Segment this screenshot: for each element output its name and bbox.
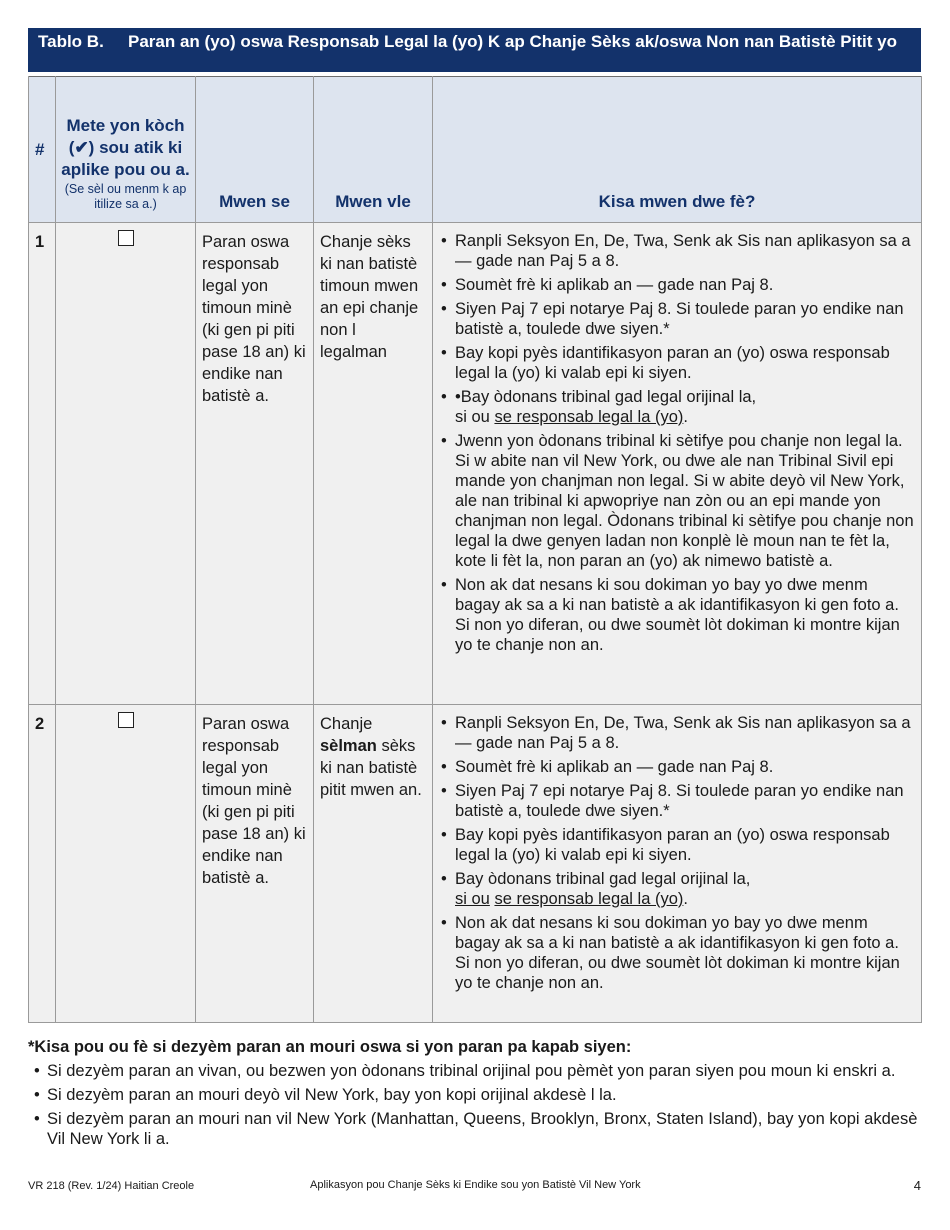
table-title-bar [28,28,921,72]
row-check-cell [56,705,196,1023]
page-footer [28,1178,921,1192]
footnote [28,1037,928,1153]
list-item [439,387,915,427]
table-header-row [29,77,922,223]
step-text-end: . [683,408,688,426]
list-item: • Siyen Paj 7 epi notarye Paj 8. Si toulede paran yo endike nan batistè a, toulede dwe siyen.* [439,781,915,821]
header-check-main: Mete yon kòch (✔) sou atik ki aplike pou ou a. [61,116,190,179]
want-pre: Chanje [320,715,373,733]
list-item: • Si dezyèm paran an mouri deyò vil New York, bay yon kopi orijinal akdesè l la. [28,1085,928,1105]
list-item: • Soumèt frè ki aplikab an — gade nan Paj 8. [439,757,915,777]
list-item: • Siyen Paj 7 epi notarye Paj 8. Si toulede paran yo endike nan batistè a, toulede dwe siyen.* [439,299,915,339]
row-2-checkbox[interactable] [118,712,134,728]
want-post: sèks ki nan batistè pitit mwen an. [320,737,422,799]
form-id: VR 218 (Rev. 1/24) Haitian Creole [28,1180,195,1192]
instructions-table [28,76,922,1023]
table-row [29,223,922,705]
page-number: 4 [913,1178,921,1193]
list-item: • Si dezyèm paran an vivan, ou bezwen yon òdonans tribinal orijinal pou pèmèt yon paran siyen pou moun ki enskri a. [28,1061,928,1081]
row-steps [433,223,922,705]
step-text-end: . [683,890,688,908]
row-check-cell [56,223,196,705]
step-underlined: se responsab legal la (yo) [494,408,684,426]
list-item [439,869,915,909]
list-item: • Ranpli Seksyon En, De, Twa, Senk ak Sis nan aplikasyon sa a — gade nan Paj 5 a 8. [439,713,915,753]
table-title: Paran an (yo) oswa Responsab Legal la (yo) K ap Chanje Sèks ak/oswa Non nan Batistè Pitit yo [128,32,897,51]
step-underlined: si ou [455,890,490,908]
row-number: 1 [29,223,56,705]
list-item: • Jwenn yon òdonans tribinal ki sètifye pou chanje non legal la. Si w abite nan vil New York, ou dwe ale nan Tribinal Sivil epi mande yon chanjman non legal. Si w abite deyò vil New York, ale nan tribinal ki apwopriye nan zòn ou an epi mande yon chanjman non legal. Òdonans tribinal ki sètifye pou chanje non legal la dwe genyen ladan non konplè lè moun nan te fèt la, kote li fèt la, non paran an (yo) ak nimewo batistè a. [439,431,915,571]
table-row [29,705,922,1023]
header-check [56,77,196,223]
header-check-sub: (Se sèl ou menm k ap itilize sa a.) [64,182,187,211]
row-number: 2 [29,705,56,1023]
table-number: Tablo B. [38,32,104,51]
header-number: # [29,77,56,223]
row-steps [433,705,922,1023]
list-item: • Ranpli Seksyon En, De, Twa, Senk ak Sis nan aplikasyon sa a — gade nan Paj 5 a 8. [439,231,915,271]
list-item: • Bay kopi pyès idantifikasyon paran an (yo) oswa responsab legal la (yo) ki valab epi ki siyen. [439,343,915,383]
list-item: • Soumèt frè ki aplikab an — gade nan Paj 8. [439,275,915,295]
list-item: • Non ak dat nesans ki sou dokiman yo bay yo dwe menm bagay ak sa a ki nan batistè a ak idantifikasyon ki gen foto a. Si non yo diferan, ou dwe soumèt lòt dokiman ki montre kijan yo te chanje non an. [439,575,915,655]
list-item: • Non ak dat nesans ki sou dokiman yo bay yo dwe menm bagay ak sa a ki nan batistè a ak idantifikasyon ki gen foto a. Si non yo diferan, ou dwe soumèt lòt dokiman ki montre kijan yo te chanje non an. [439,913,915,993]
row-want [314,705,433,1023]
row-who: Paran oswa responsab legal yon timoun minè (ki gen pi piti pase 18 an) ki endike nan batistè a. [196,705,314,1023]
footnote-heading: *Kisa pou ou fè si dezyèm paran an mouri oswa si yon paran pa kapab siyen: [28,1038,632,1056]
row-who: Paran oswa responsab legal yon timoun minè (ki gen pi piti pase 18 an) ki endike nan batistè a. [196,223,314,705]
step-text: Bay òdonans tribinal gad legal orijinal la, [455,870,751,888]
list-item: • Si dezyèm paran an mouri nan vil New York (Manhattan, Queens, Brooklyn, Bronx, Staten Island), bay yon kopi akdesè Vil New York li a. [28,1109,928,1149]
table-b [28,28,921,1023]
footer-doc-title: Aplikasyon pou Chanje Sèks ki Endike sou yon Batistè Vil New York [310,1179,641,1191]
header-todo: Kisa mwen dwe fè? [433,77,922,223]
header-want: Mwen vle [314,77,433,223]
row-want: Chanje sèks ki nan batistè timoun mwen an epi chanje non l legalman [314,223,433,705]
want-bold: sèlman [320,737,377,755]
step-text-cont: si ou [455,408,495,426]
list-item: • Bay kopi pyès idantifikasyon paran an (yo) oswa responsab legal la (yo) ki valab epi ki siyen. [439,825,915,865]
header-who: Mwen se [196,77,314,223]
step-text: •Bay òdonans tribinal gad legal orijinal la, [455,388,757,406]
step-underlined: se responsab legal la (yo) [494,890,684,908]
row-1-checkbox[interactable] [118,230,134,246]
